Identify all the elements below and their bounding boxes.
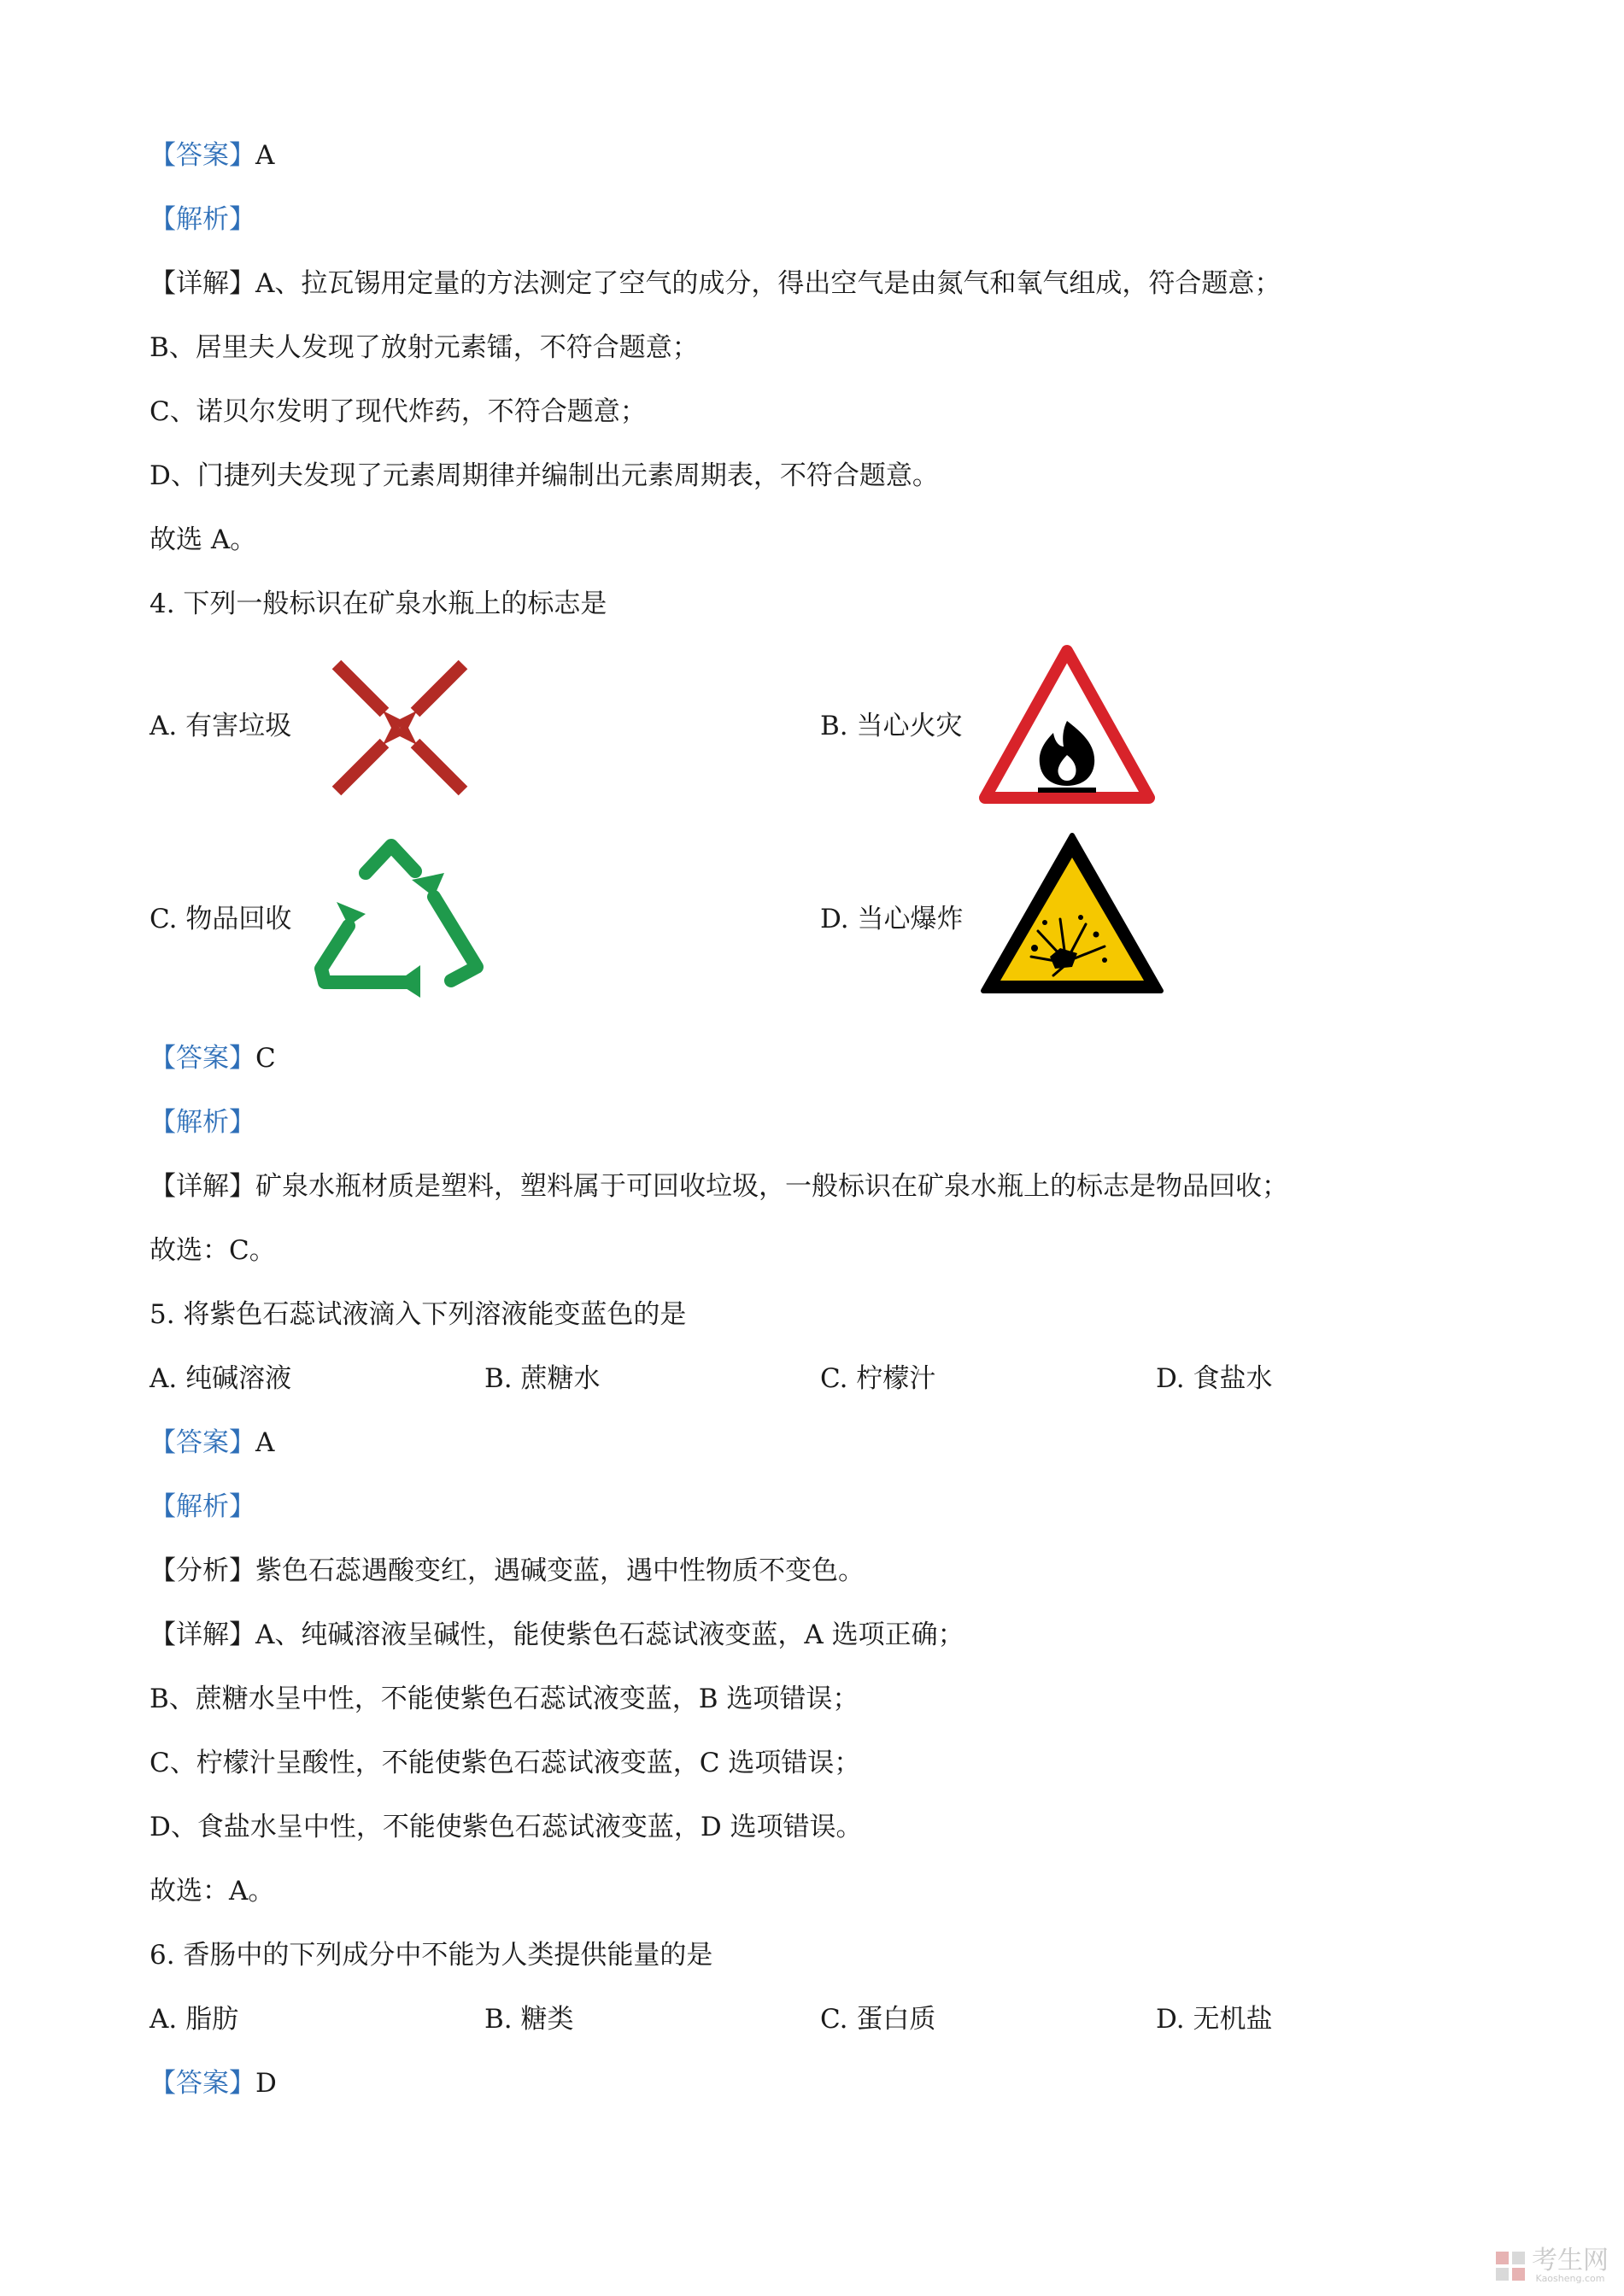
watermark-logo-icon — [1494, 2250, 1527, 2282]
text-line: D、食盐水呈中性，不能使紫色石蕊试液变蓝，D 选项错误。 — [150, 1812, 863, 1842]
detail-label: 【详解】 — [150, 268, 255, 299]
option-b: B. 当心火灾 — [820, 711, 963, 741]
option-b: B. 蔗糖水 — [484, 1363, 601, 1394]
text-line: B、蔗糖水呈中性，不能使紫色石蕊试液变蓝，B 选项错误； — [150, 1684, 859, 1714]
watermark-text: 考生网 — [1532, 2246, 1609, 2276]
answer-line: 【答案】D — [150, 2068, 277, 2099]
conclusion-line: 故选：A。 — [150, 1876, 275, 1906]
watermark — [1494, 2248, 1609, 2284]
analysis-heading: 【解析】 — [150, 1491, 255, 1522]
conclusion-line: 故选：C。 — [150, 1235, 276, 1266]
answer-line: 【答案】A — [150, 1427, 275, 1458]
watermark-subtext: Kaosheng.com — [1535, 2273, 1605, 2284]
answer-value: D — [255, 2068, 277, 2099]
answer-value: C — [255, 1043, 276, 1074]
text-line: C、柠檬汁呈酸性，不能使紫色石蕊试液变蓝，C 选项错误； — [150, 1748, 861, 1778]
option-c: C. 柠檬汁 — [820, 1363, 936, 1394]
recycle-icon — [306, 830, 494, 1001]
answer-line: 【答案】C — [150, 1043, 276, 1074]
explosive-warning-icon — [976, 829, 1168, 999]
option-d: D. 无机盐 — [1156, 2004, 1273, 2035]
option-a: A. 有害垃圾 — [150, 711, 292, 741]
answer-line — [150, 138, 274, 173]
answer-label-close: 】 — [229, 140, 255, 171]
answer-label: 答案 — [176, 140, 229, 171]
analysis-heading: 【解析】 — [150, 1107, 255, 1138]
option-b: B. 糖类 — [484, 2004, 574, 2035]
text-line: C、诺贝尔发明了现代炸药，不符合题意； — [150, 396, 647, 427]
option-d: D. 当心爆炸 — [820, 904, 964, 934]
option-d: D. 食盐水 — [1156, 1363, 1273, 1394]
hazardous-waste-icon — [331, 659, 468, 796]
conclusion-line: 故选 A。 — [150, 524, 257, 555]
text-line: D、门捷列夫发现了元素周期律并编制出元素周期表，不符合题意。 — [150, 460, 939, 491]
option-c: C. 物品回收 — [150, 904, 292, 934]
option-a: A. 脂肪 — [150, 2004, 239, 2035]
option-a: A. 纯碱溶液 — [150, 1363, 292, 1394]
detail-line: 【详解】A、纯碱溶液呈碱性，能使紫色石蕊试液变蓝，A 选项正确； — [150, 1620, 964, 1650]
analysis-line: 【分析】紫色石蕊遇酸变红，遇碱变蓝，遇中性物质不变色。 — [150, 1555, 865, 1586]
analysis-heading: 【解析】 — [150, 204, 255, 235]
detail-line: 【详解】A、拉瓦锡用定量的方法测定了空气的成分，得出空气是由氮气和氧气组成，符合题意； — [150, 268, 1281, 299]
fire-warning-icon — [978, 642, 1156, 806]
option-c: C. 蛋白质 — [820, 2004, 936, 2035]
question-stem: 5. 将紫色石蕊试液滴入下列溶液能变蓝色的是 — [150, 1299, 687, 1330]
answer-value: A — [255, 140, 275, 171]
question-stem: 4. 下列一般标识在矿泉水瓶上的标志是 — [150, 589, 607, 619]
text-line: B、居里夫人发现了放射元素镭，不符合题意； — [150, 332, 699, 363]
answer-label-open: 【 — [150, 140, 176, 171]
question-stem: 6. 香肠中的下列成分中不能为人类提供能量的是 — [150, 1940, 713, 1971]
detail-line: 【详解】矿泉水瓶材质是塑料，塑料属于可回收垃圾，一般标识在矿泉水瓶上的标志是物品回收； — [150, 1171, 1288, 1202]
answer-value: A — [255, 1427, 275, 1458]
